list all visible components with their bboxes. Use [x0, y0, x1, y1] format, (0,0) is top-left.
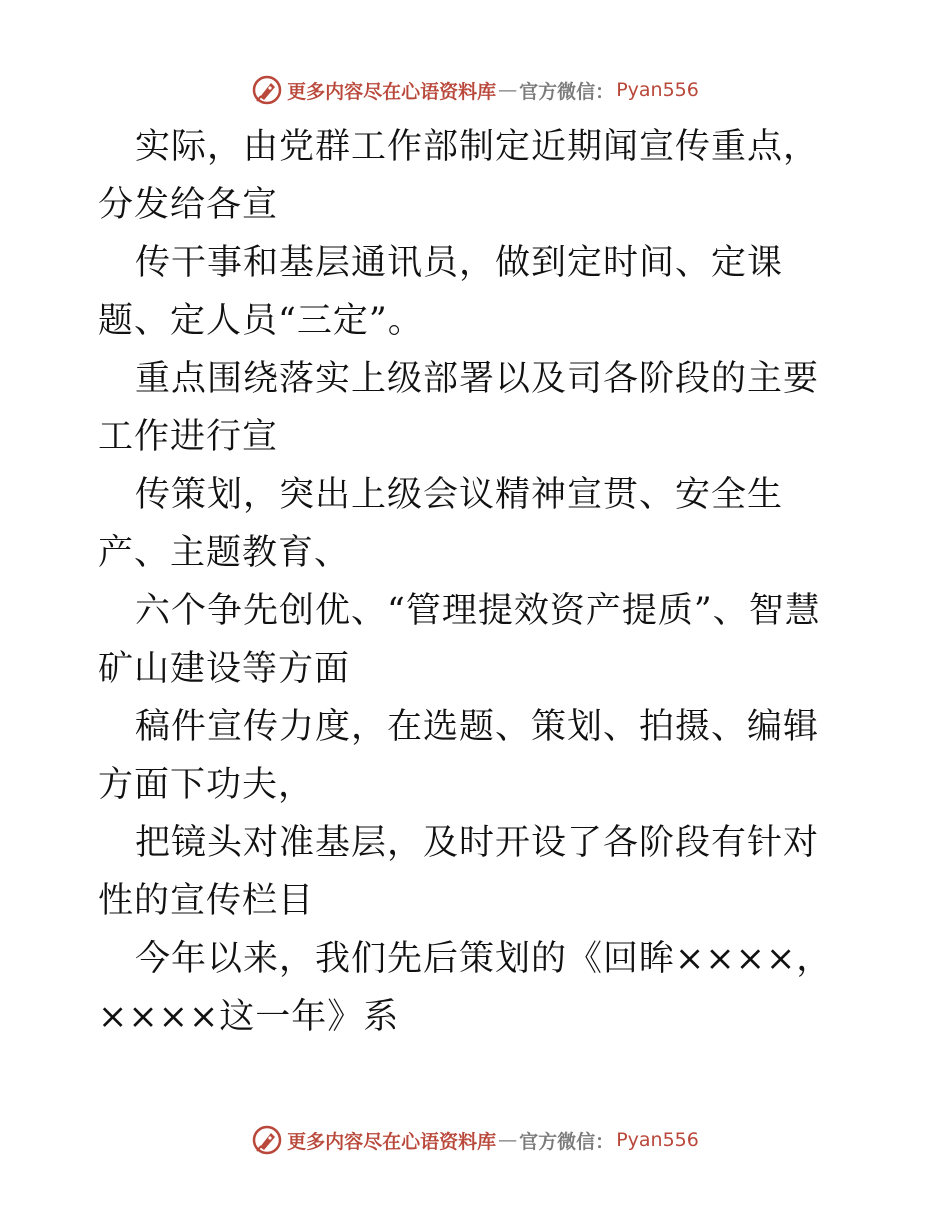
pen-nib-logo-icon [251, 1124, 283, 1156]
banner-wechat-id: Pyan556 [616, 1129, 699, 1151]
banner-wechat-label: 官方微信： [519, 1130, 615, 1153]
document-body [98, 118, 854, 1046]
banner-dash: — [498, 1129, 518, 1151]
pen-nib-logo-icon [251, 74, 283, 106]
banner-dash: — [498, 79, 518, 101]
paragraph: 传干事和基层通讯员，做到定时间、定课题、定人员“三定”。 [98, 243, 784, 341]
footer-banner [0, 1120, 950, 1160]
paragraph: 今年以来，我们先后策划的《回眸××××，××××这一年》系 [98, 939, 833, 1037]
paragraph: 实际，由党群工作部制定近期闻宣传重点，分发给各宣 [98, 127, 820, 225]
banner-title: 更多内容尽在心语资料库 [287, 1130, 497, 1153]
paragraph: 传策划，突出上级会议精神宣贯、安全生产、主题教育、 [98, 475, 784, 573]
banner-wechat-id: Pyan556 [616, 79, 699, 101]
paragraph: 把镜头对准基层，及时开设了各阶段有针对性的宣传栏目 [98, 823, 820, 921]
header-banner [0, 70, 950, 110]
banner-wechat-label: 官方微信： [519, 80, 615, 103]
paragraph: 重点围绕落实上级部署以及司各阶段的主要工作进行宣 [98, 359, 820, 457]
paragraph: 稿件宣传力度，在选题、策划、拍摄、编辑方面下功夫， [98, 707, 820, 805]
paragraph: 六个争先创优、“管理提效资产提质”、智慧矿山建设等方面 [98, 591, 821, 689]
banner-title: 更多内容尽在心语资料库 [287, 80, 497, 103]
